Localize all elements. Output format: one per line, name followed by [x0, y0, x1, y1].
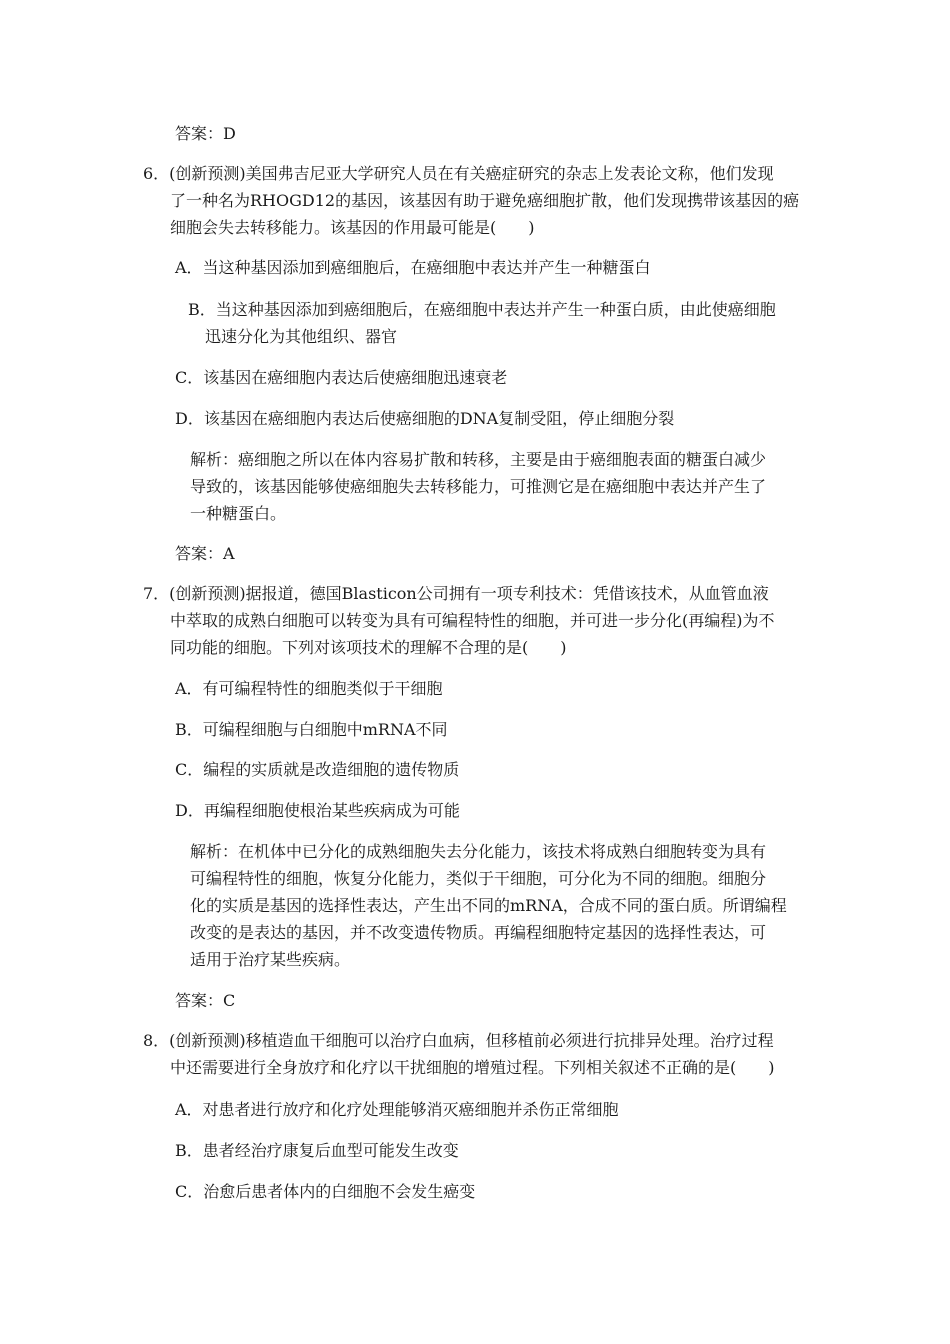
q7-analysis-line-3: 化的实质是基因的选择性表达，产生出不同的mRNA，合成不同的蛋白质。所谓编程: [190, 896, 787, 915]
q7-stem-line-3: 同功能的细胞。下列对该项技术的理解不合理的是( ): [170, 638, 567, 657]
q6-answer: 答案：A: [175, 544, 235, 563]
q7-answer: 答案：C: [175, 991, 236, 1010]
q6-analysis-line-3: 一种糖蛋白。: [190, 504, 287, 523]
q7-option-b: B．可编程细胞与白细胞中mRNA不同: [175, 720, 448, 739]
q7-analysis-line-2: 可编程特性的细胞，恢复分化能力，类似于干细胞，可分化为不同的细胞。细胞分: [190, 869, 767, 888]
q7-analysis-line-5: 适用于治疗某些疾病。: [190, 950, 351, 969]
q6-stem-line-3: 细胞会失去转移能力。该基因的作用最可能是( ): [170, 218, 535, 237]
q7-option-d: D．再编程细胞使根治某些疾病成为可能: [175, 801, 460, 820]
q7-option-c: C．编程的实质就是改造细胞的遗传物质: [175, 760, 460, 779]
q6-stem-line-2: 了一种名为RHOGD12的基因，该基因有助于避免癌细胞扩散，他们发现携带该基因的癌: [170, 191, 800, 210]
q7-stem-line-1: 7．(创新预测)据报道，德国Blasticon公司拥有一项专利技术：凭借该技术，从血管血液: [143, 584, 769, 603]
q6-option-b-line-2: 迅速分化为其他组织、器官: [205, 327, 398, 346]
q8-option-b: B．患者经治疗康复后血型可能发生改变: [175, 1141, 459, 1160]
q8-stem-line-2: 中还需要进行全身放疗和化疗以干扰细胞的增殖过程。下列相关叙述不正确的是( ): [170, 1058, 775, 1077]
q6-option-a: A．当这种基因添加到癌细胞后，在癌细胞中表达并产生一种糖蛋白: [175, 258, 651, 277]
q7-option-a: A．有可编程特性的细胞类似于干细胞: [175, 679, 443, 698]
q6-analysis-line-2: 导致的，该基因能够使癌细胞失去转移能力，可推测它是在癌细胞中表达并产生了: [190, 477, 767, 496]
q7-analysis-line-1: 解析：在机体中已分化的成熟细胞失去分化能力，该技术将成熟白细胞转变为具有: [190, 842, 767, 861]
q8-option-a: A．对患者进行放疗和化疗处理能够消灭癌细胞并杀伤正常细胞: [175, 1100, 619, 1119]
q6-option-d: D．该基因在癌细胞内表达后使癌细胞的DNA复制受阻，停止细胞分裂: [175, 409, 675, 428]
q7-stem-line-2: 中萃取的成熟白细胞可以转变为具有可编程特性的细胞，并可进一步分化(再编程)为不: [170, 611, 775, 630]
q6-analysis-line-1: 解析：癌细胞之所以在体内容易扩散和转移，主要是由于癌细胞表面的糖蛋白减少: [190, 450, 767, 469]
q6-option-b-line-1: B．当这种基因添加到癌细胞后，在癌细胞中表达并产生一种蛋白质，由此使癌细胞: [188, 300, 776, 319]
q7-analysis-line-4: 改变的是表达的基因，并不改变遗传物质。再编程细胞特定基因的选择性表达，可: [190, 923, 767, 942]
q8-option-c: C．治愈后患者体内的白细胞不会发生癌变: [175, 1182, 476, 1201]
q5-answer: 答案：D: [175, 124, 236, 143]
q6-stem-line-1: 6．(创新预测)美国弗吉尼亚大学研究人员在有关癌症研究的杂志上发表论文称，他们发现: [143, 164, 774, 183]
q6-option-c: C．该基因在癌细胞内表达后使癌细胞迅速衰老: [175, 368, 508, 387]
q8-stem-line-1: 8．(创新预测)移植造血干细胞可以治疗白血病，但移植前必须进行抗排异处理。治疗过程: [143, 1031, 774, 1050]
